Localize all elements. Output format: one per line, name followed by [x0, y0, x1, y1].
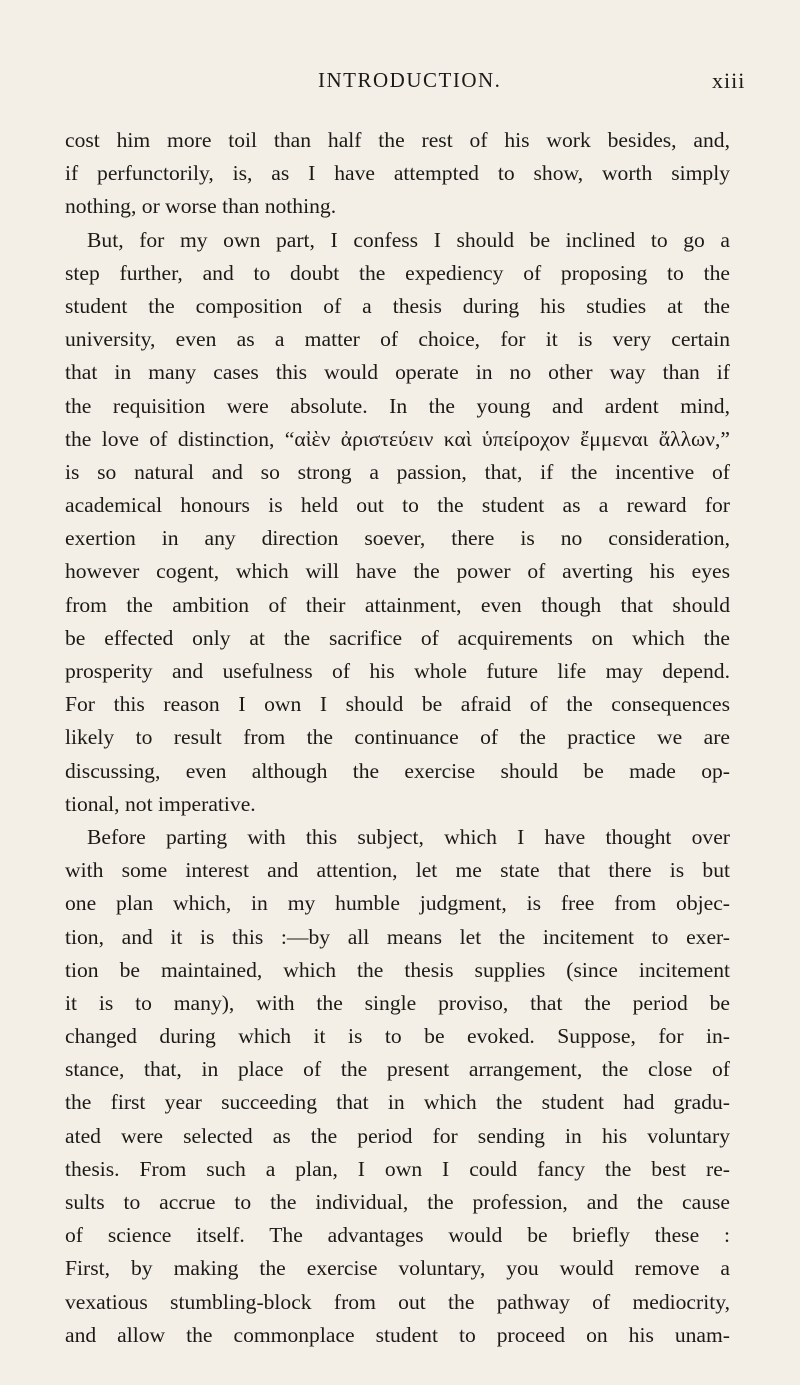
text-line: that in many cases this would operate in no other way than if: [65, 360, 730, 385]
text-line: First, by making the exercise voluntary, you would remove a: [65, 1256, 730, 1281]
paragraph-start-line: Before parting with this subject, which I have thought over: [87, 824, 730, 849]
text-line: step further, and to doubt the expediency of proposing to the: [65, 260, 730, 285]
text-line: be effected only at the sacrifice of acquirements on which the: [65, 625, 730, 650]
text-line: however cogent, which will have the power of averting his eyes: [65, 559, 730, 584]
text-line: exertion in any direction soever, there is no consideration,: [65, 526, 730, 551]
text-line: tional, not imperative.: [65, 791, 256, 816]
text-line: and allow the commonplace student to proceed on his unam-: [65, 1322, 730, 1347]
text-line: from the ambition of their attainment, even though that should: [65, 592, 730, 617]
text-line: it is to many), with the single proviso, that the period be: [65, 990, 730, 1015]
text-line: tion be maintained, which the thesis supplies (since incitement: [65, 957, 730, 982]
text-line: vexatious stumbling-block from out the pathway of mediocrity,: [65, 1289, 730, 1314]
text-line: thesis. From such a plan, I own I could fancy the best re-: [65, 1156, 730, 1181]
text-line: the requisition were absolute. In the young and ardent mind,: [65, 393, 730, 418]
text-line: with some interest and attention, let me state that there is but: [65, 858, 730, 883]
text-line: the first year succeeding that in which the student had gradu-: [65, 1090, 730, 1115]
text-line: nothing, or worse than nothing.: [65, 194, 337, 219]
text-line: changed during which it is to be evoked. Suppose, for in-: [65, 1024, 730, 1049]
text-line: academical honours is held out to the student as a reward for: [65, 493, 730, 518]
text-line: stance, that, in place of the present arrangement, the close of: [65, 1057, 730, 1082]
text-line: if perfunctorily, is, as I have attempted to show, worth simply: [65, 161, 730, 186]
text-line: sults to accrue to the individual, the profession, and the cause: [65, 1190, 730, 1214]
page-number: xiii: [712, 68, 746, 93]
paragraph-start-line: But, for my own part, I confess I should be inclined to go a: [87, 227, 730, 252]
text-line: likely to result from the continuance of the practice we are: [65, 725, 730, 750]
text-line: discussing, even although the exercise should be made op-: [65, 758, 730, 783]
running-head: INTRODUCTION.: [318, 68, 502, 92]
text-line: ated were selected as the period for sending in his voluntary: [65, 1123, 730, 1148]
text-line: is so natural and so strong a passion, that, if the incentive of: [65, 459, 730, 484]
body-text: [65, 124, 730, 1352]
page-header: [0, 68, 800, 98]
greek-quote-line: the love of distinction, “αἰὲν ἀριστεύειν καὶ ὑπείροχον ἔμμεναι ἄλλων,”: [65, 426, 730, 451]
text-line: cost him more toil than half the rest of his work besides, and,: [65, 128, 730, 152]
text-line: For this reason I own I should be afraid of the consequences: [65, 692, 730, 717]
text-line: one plan which, in my humble judgment, is free from objec-: [65, 891, 730, 916]
text-line: of science itself. The advantages would be briefly these :: [65, 1223, 730, 1248]
text-line: student the composition of a thesis during his studies at the: [65, 293, 730, 318]
text-line: prosperity and usefulness of his whole future life may depend.: [65, 659, 730, 683]
text-line: tion, and it is this :—by all means let the incitement to exer-: [65, 924, 730, 949]
text-line: university, even as a matter of choice, for it is very certain: [65, 327, 730, 352]
